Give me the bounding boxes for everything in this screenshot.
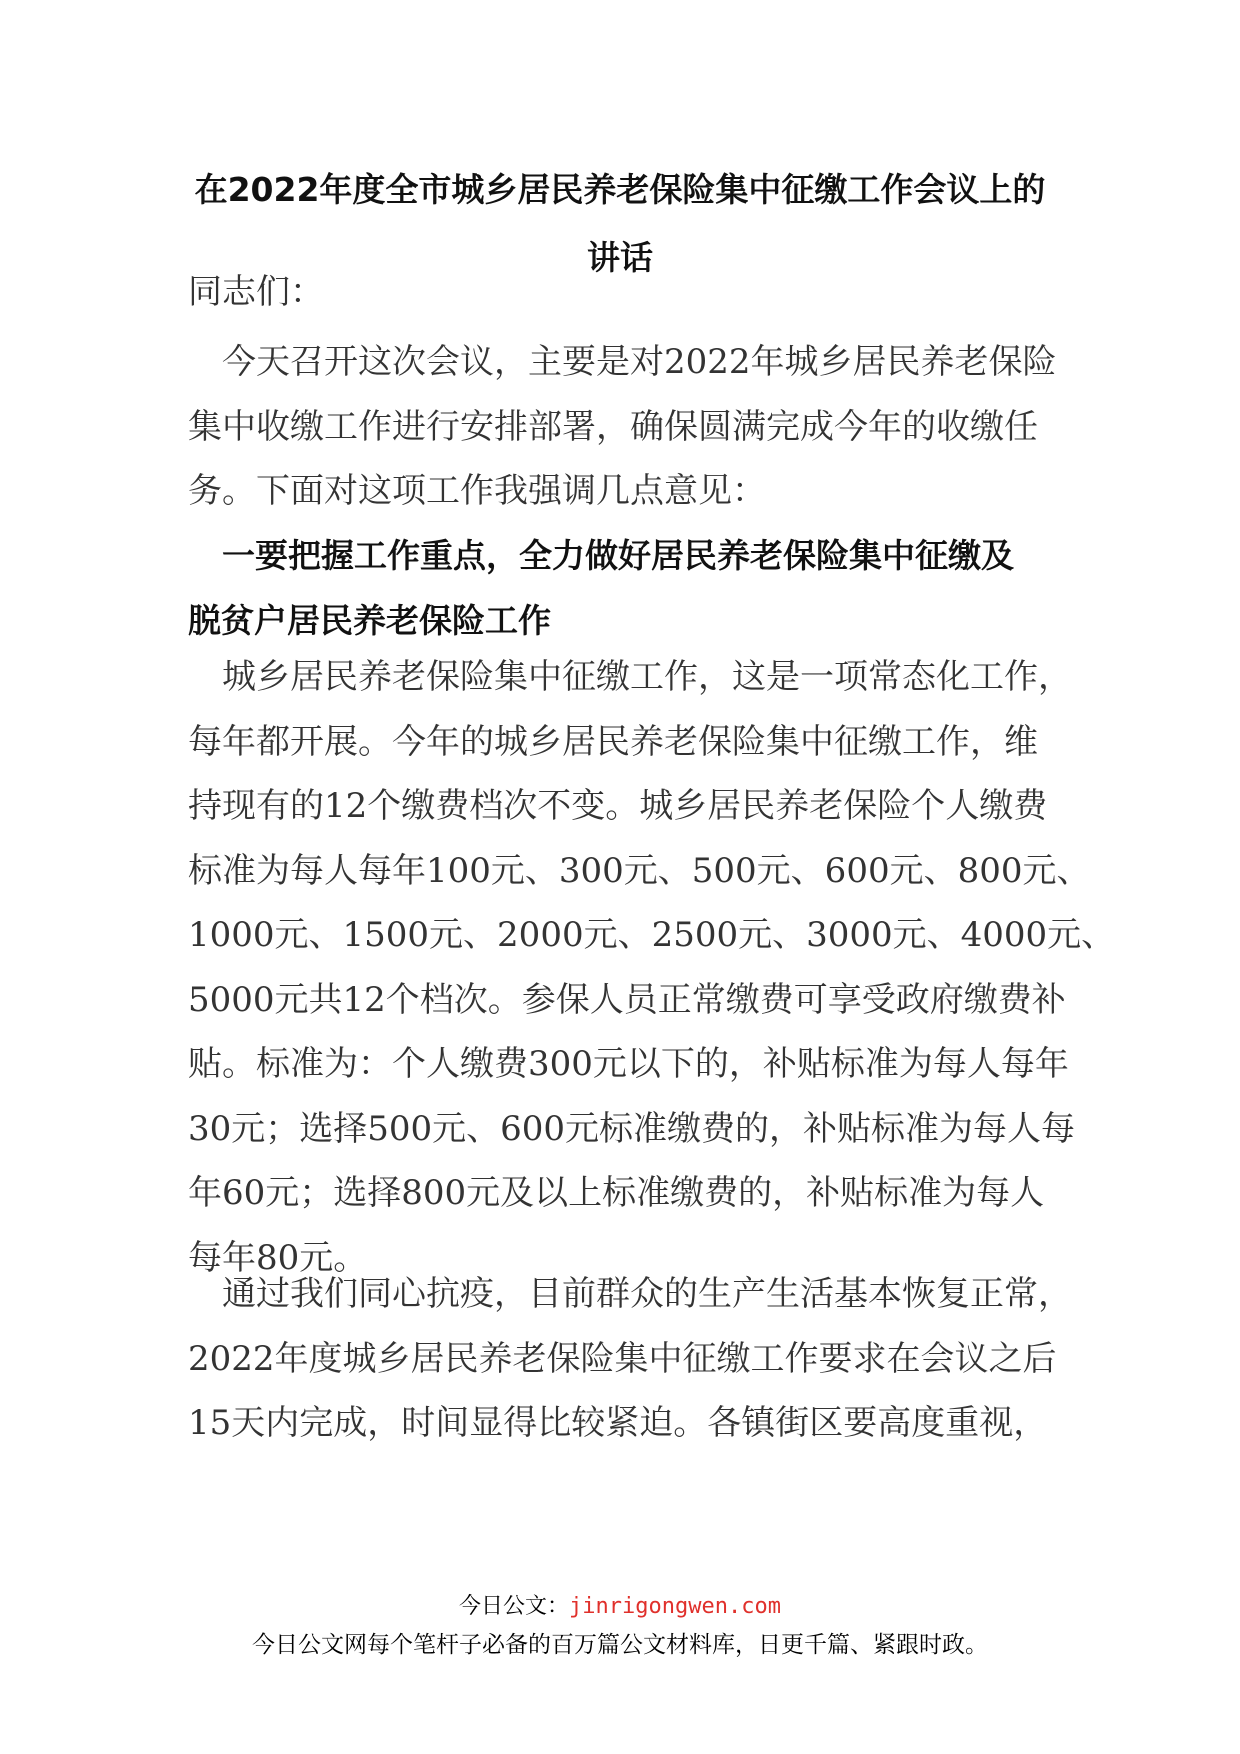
paragraph-3-line: 15天内完成，时间显得比较紧迫。各镇街区要高度重视， bbox=[188, 1403, 1048, 1443]
paragraph-2-line: 5000元共12个档次。参保人员正常缴费可享受政府缴费补 bbox=[188, 979, 1066, 1020]
paragraph-2-line: 每年80元。 bbox=[188, 1237, 368, 1278]
paragraph-2 bbox=[188, 645, 1116, 1290]
footer-slogan: 今日公文网每个笔杆子必备的百万篇公文材料库，日更千篇、紧跟时政。 bbox=[252, 1632, 988, 1658]
paragraph-1 bbox=[188, 330, 1058, 524]
paragraph-1-line: 今天召开这次会议，主要是对2022年城乡居民养老保险 bbox=[222, 342, 1057, 382]
paragraph-2-line: 30元；选择500元、600元标准缴费的，补贴标准为每人每 bbox=[188, 1108, 1076, 1149]
section-heading-1 bbox=[188, 523, 1058, 653]
footer-url-link[interactable]: jinrigongwen.com bbox=[569, 1594, 781, 1619]
salutation bbox=[188, 260, 1058, 325]
paragraph-3-line: 2022年度城乡居民养老保险集中征缴工作要求在会议之后 bbox=[188, 1338, 1057, 1379]
section-heading-1-line: 脱贫户居民养老保险工作 bbox=[188, 601, 551, 640]
footer-source bbox=[0, 1589, 1240, 1620]
paragraph-2-line: 年60元；选择800元及以上标准缴费的，补贴标准为每人 bbox=[188, 1173, 1045, 1213]
paragraph-2-line: 标准为每人每年100元、300元、500元、600元、800元、 bbox=[188, 850, 1091, 891]
paragraph-1-line: 务。下面对这项工作我强调几点意见： bbox=[188, 471, 766, 511]
section-heading-1-line: 一要把握工作重点，全力做好居民养老保险集中征缴及 bbox=[222, 536, 1014, 575]
paragraph-2-line: 贴。标准为：个人缴费300元以下的，补贴标准为每人每年 bbox=[188, 1044, 1069, 1084]
document-title-line-1: 在2022年度全市城乡居民养老保险集中征缴工作会议上的 bbox=[194, 170, 1046, 209]
paragraph-2-line: 1000元、1500元、2000元、2500元、3000元、4000元、 bbox=[188, 915, 1116, 955]
document-title-line-2: 讲话 bbox=[587, 238, 653, 277]
paragraph-1-line: 集中收缴工作进行安排部署，确保圆满完成今年的收缴任 bbox=[188, 406, 1038, 447]
paragraph-3-line: 通过我们同心抗疫，目前群众的生产生活基本恢复正常， bbox=[222, 1274, 1072, 1314]
paragraph-2-line: 持现有的12个缴费档次不变。城乡居民养老保险个人缴费 bbox=[188, 786, 1048, 826]
paragraph-3 bbox=[188, 1262, 1072, 1456]
footer-label: 今日公文： bbox=[459, 1594, 570, 1619]
salutation-text: 同志们： bbox=[188, 272, 324, 312]
paragraph-2-line: 每年都开展。今年的城乡居民养老保险集中征缴工作，维 bbox=[188, 721, 1038, 762]
paragraph-2-line: 城乡居民养老保险集中征缴工作，这是一项常态化工作， bbox=[222, 657, 1072, 697]
